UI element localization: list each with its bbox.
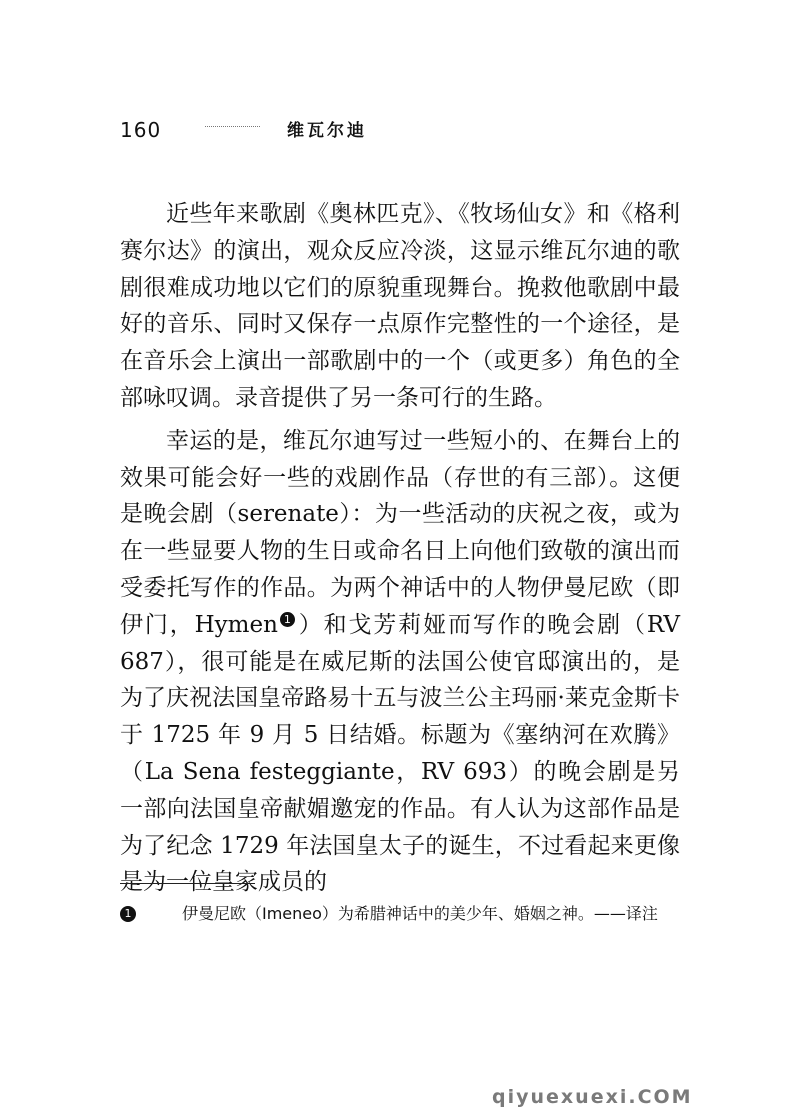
watermark: qiyuexuexi.COM xyxy=(492,1086,693,1108)
body-text xyxy=(120,196,680,907)
paragraph-2-part-2: ）和戈芳莉娅而写作的晚会剧（RV 687），很可能是在威尼斯的法国公使官邸演出的，是为了庆祝法国皇帝路易十五与波兰公主玛丽·莱克金斯卡于 1725 年 9 月 5 日结婚。标题为《塞纳河在欢腾》（La Sena festeggiante，RV 693）的晚会剧是另一部向法国皇帝献媚邀宠的作品。有人认为这部作品是为了纪念 1729 年法国皇太子的诞生，不过看起来更像是为一位皇家成员的 xyxy=(120,611,680,896)
footnote-marker: 1 xyxy=(120,906,136,922)
running-title: 维瓦尔迪 xyxy=(287,121,367,141)
page-number: 160 xyxy=(120,118,162,142)
paragraph-2-part-1: 幸运的是，维瓦尔迪写过一些短小的、在舞台上的效果可能会好一些的戏剧作品（存世的有三部）。这便是晚会剧（serenate）：为一些活动的庆祝之夜，或为在一些显要人物的生日或命名日上向他们致敬的演出而受委托写作的作品。为两个神话中的人物伊曼尼欧（即伊门，Hymen xyxy=(120,427,680,638)
footnote-reference[interactable]: 1 xyxy=(280,612,295,627)
header-dotted-rule xyxy=(205,126,260,129)
paragraph-2 xyxy=(120,423,680,901)
paragraph-1: 近些年来歌剧《奥林匹克》、《牧场仙女》和《格利赛尔达》的演出，观众反应冷淡，这显示维瓦尔迪的歌剧很难成功地以它们的原貌重现舞台。挽救他歌剧中最好的音乐、同时又保存一点原作完整性的一个途径，是在音乐会上演出一部歌剧中的一个（或更多）角色的全部咏叹调。录音提供了另一条可行的生路。 xyxy=(120,201,680,411)
footnote-rule xyxy=(120,883,255,884)
footnote xyxy=(124,902,682,926)
footnote-text: 伊曼尼欧（Imeneo）为希腊神话中的美少年、婚姻之神。——译注 xyxy=(182,904,658,923)
